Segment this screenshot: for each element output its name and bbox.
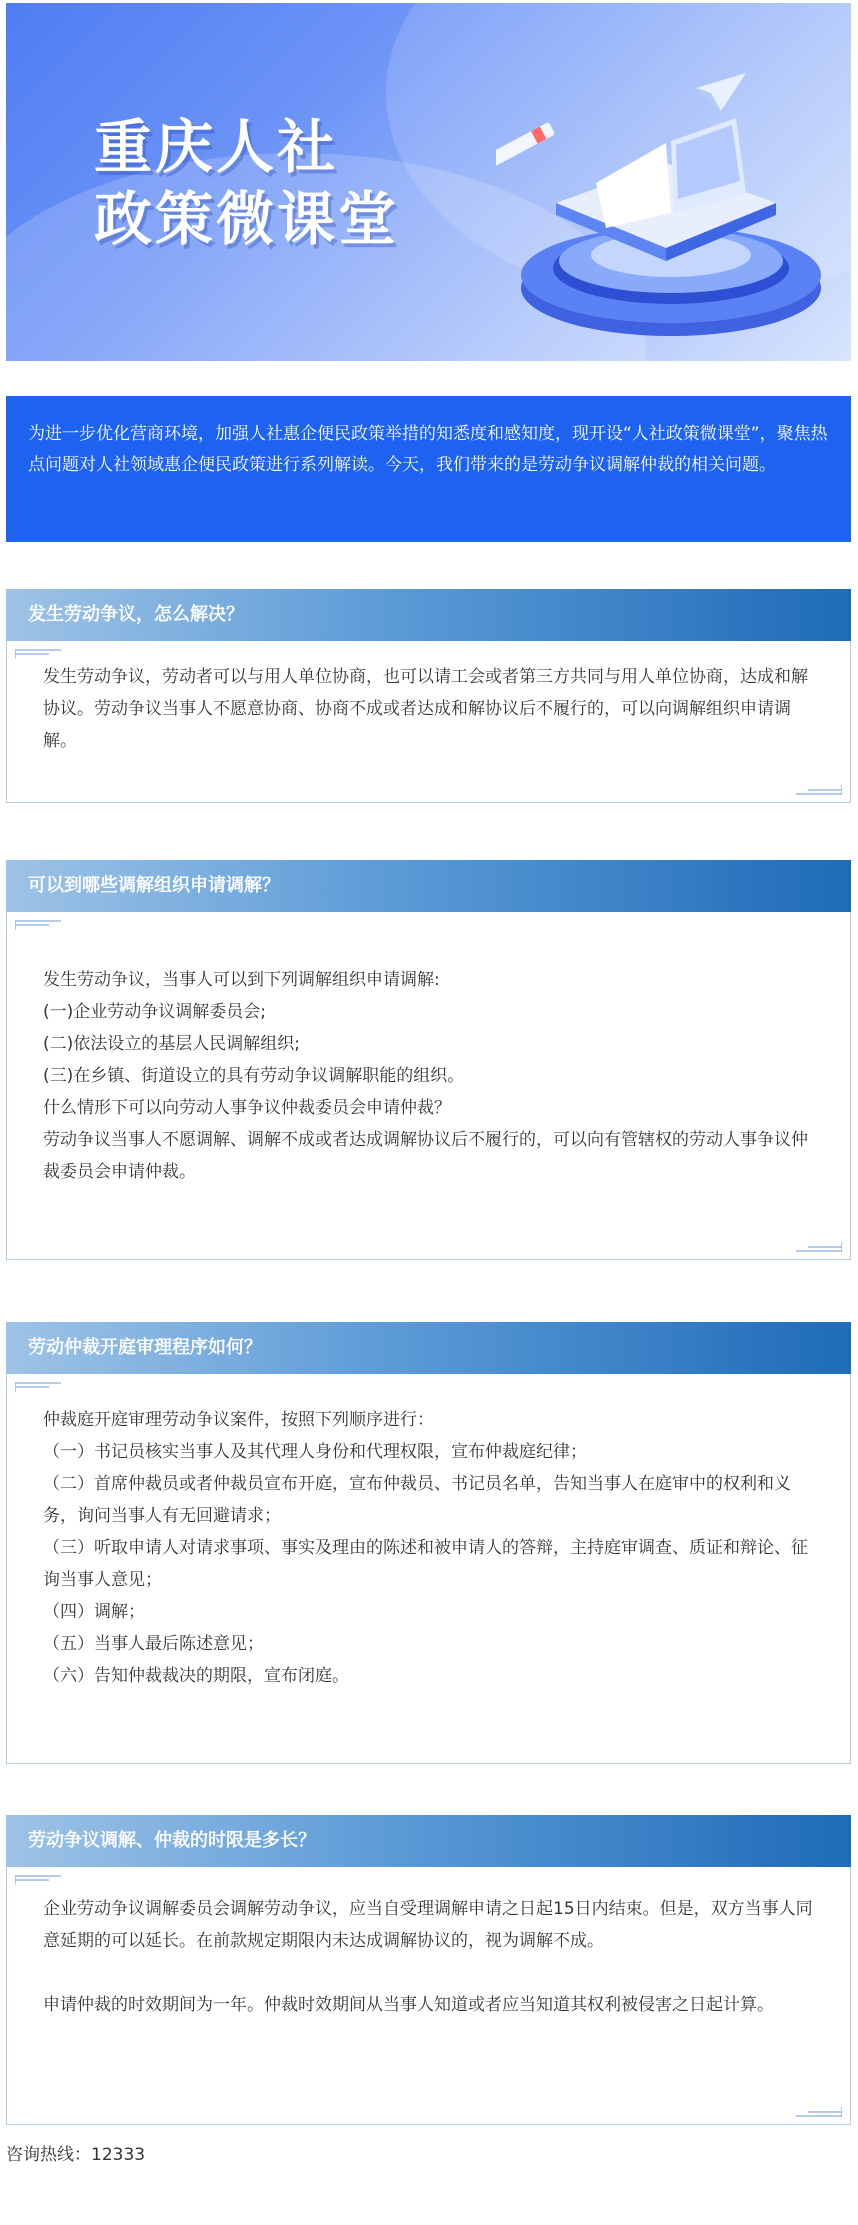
intro-paragraph: 为进一步优化营商环境，加强人社惠企便民政策举措的知悉度和感知度，现开设“人社政策微课堂”，聚焦热点问题对人社领域惠企便民政策进行系列解读。今天，我们带来的是劳动争议调解仲裁的相关问题。 — [6, 396, 851, 542]
section-body — [7, 1374, 850, 1762]
section-paragraph: （五）当事人最后陈述意见； — [43, 1634, 264, 1654]
corner-decoration-icon — [15, 649, 61, 659]
section-paragraph: 仲裁庭开庭审理劳动争议案件，按照下列顺序进行： — [43, 1410, 434, 1430]
section-paragraph: 申请仲裁的时效期间为一年。仲裁时效期间从当事人知道或者应当知道其权利被侵害之日起计算。 — [43, 1995, 774, 2015]
section-title: 劳动仲裁开庭审理程序如何？ — [6, 1322, 851, 1374]
banner-title — [94, 111, 399, 255]
section-paragraph: （一）书记员核实当事人及其代理人身份和代理权限，宣布仲裁庭纪律； — [43, 1442, 587, 1462]
hotline-text: 咨询热线：12333 — [6, 2145, 146, 2165]
section-title: 劳动争议调解、仲裁的时限是多长？ — [6, 1815, 851, 1867]
book-podium-illustration — [496, 63, 826, 353]
section-paragraph: （三）听取申请人对请求事项、事实及理由的陈述和被申请人的答辩，主持庭审调查、质证和辩论、征询当事人意见； — [43, 1538, 808, 1590]
section-paragraph: 什么情形下可以向劳动人事争议仲裁委员会申请仲裁？ — [43, 1098, 451, 1118]
section-mediation-organizations — [6, 860, 851, 1260]
pencil-icon — [496, 122, 555, 175]
section-paragraph: (一)企业劳动争议调解委员会; — [43, 1002, 266, 1022]
section-resolve-dispute — [6, 589, 851, 803]
section-paragraph: （六）告知仲裁裁决的期限，宣布闭庭。 — [43, 1666, 349, 1686]
corner-decoration-icon — [15, 1875, 61, 1885]
section-paragraph: 发生劳动争议，当事人可以到下列调解组织申请调解: — [43, 970, 440, 990]
section-paragraph: （二）首席仲裁员或者仲裁员宣布开庭，宣布仲裁员、书记员名单，告知当事人在庭审中的权利和义务，询问当事人有无回避请求； — [43, 1474, 791, 1526]
section-paragraph: 劳动争议当事人不愿调解、调解不成或者达成调解协议后不履行的，可以向有管辖权的劳动人事争议仲裁委员会申请仲裁。 — [43, 1130, 808, 1182]
banner-title-line1: 重庆人社 — [94, 113, 339, 181]
section-hearing-procedure — [6, 1322, 851, 1764]
corner-decoration-icon — [796, 1242, 842, 1252]
section-paragraph: （四）调解； — [43, 1602, 145, 1622]
corner-decoration-icon — [15, 920, 61, 930]
corner-decoration-icon — [15, 1382, 61, 1392]
paper-plane-icon — [696, 73, 746, 111]
section-paragraph-spacer — [43, 1957, 814, 1989]
section-title: 可以到哪些调解组织申请调解？ — [6, 860, 851, 912]
section-body — [7, 641, 850, 801]
corner-decoration-icon — [796, 785, 842, 795]
header-banner — [6, 3, 851, 361]
section-body — [7, 1867, 850, 2123]
banner-title-line2: 政策微课堂 — [94, 185, 400, 253]
section-paragraph: 发生劳动争议，劳动者可以与用人单位协商，也可以请工会或者第三方共同与用人单位协商，达成和解协议。劳动争议当事人不愿意协商、协商不成或者达成和解协议后不履行的，可以向调解组织申请调解。 — [43, 667, 808, 751]
section-title: 发生劳动争议，怎么解决？ — [6, 589, 851, 641]
section-paragraph: (二)依法设立的基层人民调解组织; — [43, 1034, 300, 1054]
section-paragraph: (三)在乡镇、街道设立的具有劳动争议调解职能的组织。 — [43, 1066, 465, 1086]
section-time-limits — [6, 1815, 851, 2125]
corner-decoration-icon — [796, 2107, 842, 2117]
section-body — [7, 912, 850, 1258]
section-paragraph: 企业劳动争议调解委员会调解劳动争议，应当自受理调解申请之日起15日内结束。但是，双方当事人同意延期的可以延长。在前款规定期限内未达成调解协议的，视为调解不成。 — [43, 1899, 813, 1951]
